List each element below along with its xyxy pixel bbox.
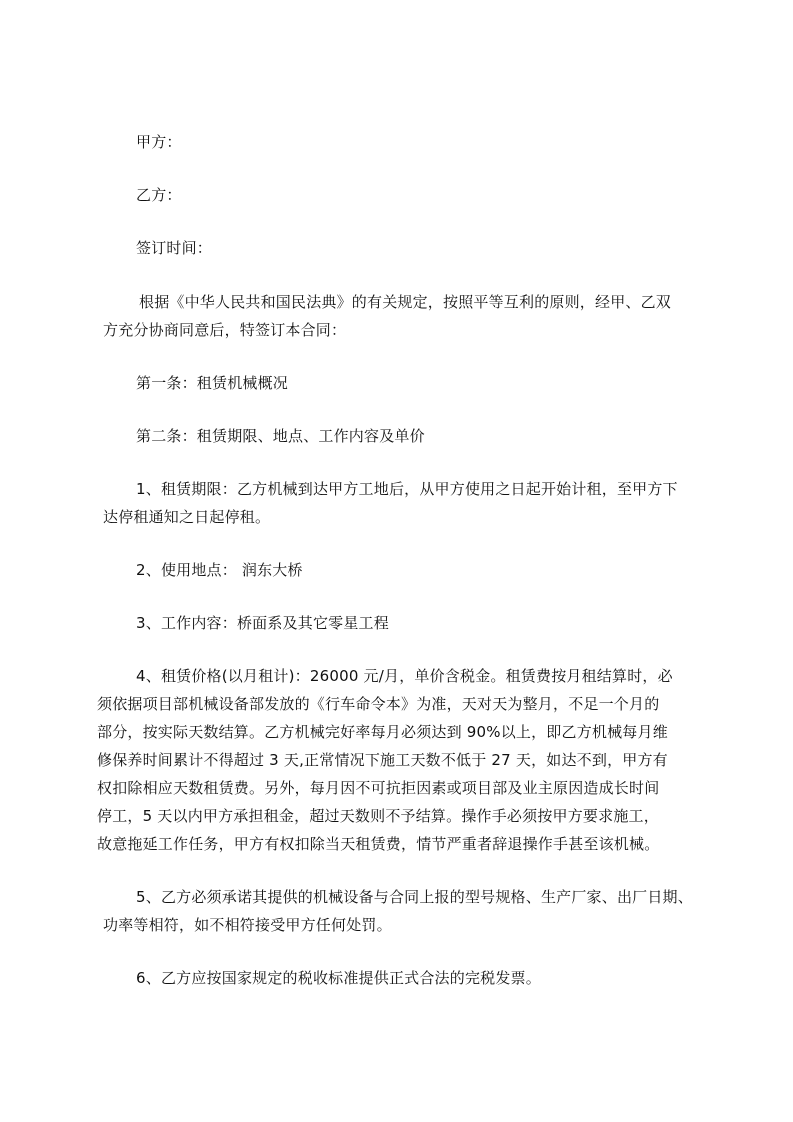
clause-4-line-3: 部分，按实际天数结算。乙方机械完好率每月必须达到 90%以上，即乙方机械每月维 — [97, 723, 668, 741]
clause-4-line-7: 故意拖延工作任务，甲方有权扣除当天租赁费，情节严重者辞退操作手甚至该机械。 — [97, 835, 660, 853]
clause-4-line-6: 停工，5 天以内甲方承担租金，超过天数则不予结算。操作手必须按甲方要求施工， — [97, 807, 659, 825]
article-1-heading: 第一条：租赁机械概况 — [136, 374, 289, 392]
intro-line-2: 方充分协商同意后，特签订本合同： — [103, 321, 347, 339]
intro-line-1: 根据《中华人民共和国民法典》的有关规定，按照平等互利的原则，经甲、乙双 — [139, 293, 672, 311]
clause-5-line-1: 5、乙方必须承诺其提供的机械设备与合同上报的型号规格、生产厂家、出厂日期、 — [136, 888, 693, 906]
clause-1-line-2: 达停租通知之日起停租。 — [103, 508, 271, 526]
sign-time-label: 签订时间： — [136, 239, 213, 257]
clause-3: 3、工作内容：桥面系及其它零星工程 — [136, 614, 389, 632]
clause-6: 6、乙方应按国家规定的税收标准提供正式合法的完税发票。 — [136, 969, 541, 987]
clause-5-line-2: 功率等相符，如不相符接受甲方任何处罚。 — [103, 916, 392, 934]
clause-2: 2、使用地点： 润东大桥 — [136, 561, 303, 579]
clause-4-line-4: 修保养时间累计不得超过 3 天,正常情况下施工天数不低于 27 天，如达不到，甲方有 — [97, 751, 668, 769]
clause-4-line-2: 须依据项目部机械设备部发放的《行车命令本》为准，天对天为整月，不足一个月的 — [97, 695, 660, 713]
party-b-label: 乙方： — [136, 186, 182, 204]
clause-4-line-1: 4、租赁价格(以月租计)：26000 元/月，单价含税金。租赁费按月租结算时，必 — [136, 667, 673, 685]
clause-4-line-5: 权扣除相应天数租赁费。另外，每月因不可抗拒因素或项目部及业主原因造成长时间 — [97, 779, 660, 797]
party-a-label: 甲方： — [136, 133, 182, 151]
clause-1-line-1: 1、租赁期限：乙方机械到达甲方工地后，从甲方使用之日起开始计租，至甲方下 — [136, 480, 678, 498]
article-2-heading: 第二条：租赁期限、地点、工作内容及单价 — [136, 427, 425, 445]
